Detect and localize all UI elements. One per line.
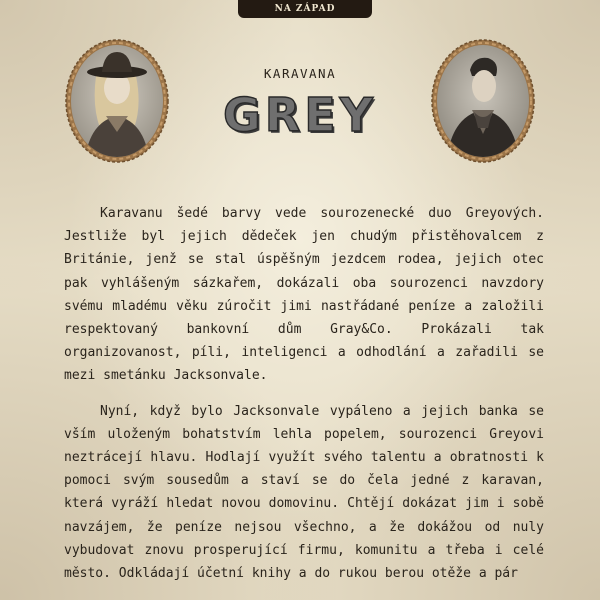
paragraph: Nyní, když bylo Jacksonvale vypáleno a jejich banka se vším uloženým bohatstvím lehla popelem, sourozenci Greyovi neztrácejí hlavu. Hodlají využít svého talentu a obratnosti k pomoci svým sousedům a staví se do čela jedné z karavan, která vyráží hledat novou domovinu. Chtějí dokázat jim i sobě navzájem, že peníze nejsou všechno, a že dokážou od nuly vybudovat znovu prosperující firmu, komunitu a třeba i celé město. Odkládají účetní knihy a do rukou berou otěže a pár xyxy=(64,403,544,582)
caravan-label: KARAVANA xyxy=(263,66,337,81)
logo-banner xyxy=(238,0,372,18)
paragraph: Karavanu šedé barvy vede sourozenecké duo Greyových. Jestliže byl jejich dědeček jen chudým přistěhovalcem z Británie, jenž se stal úspěšným jezdcem rodea, jejich otec pak vyhlášeným sázkařem, dokázali oba sourozenci navzdory svému mladému věku zúročit jimi nastřádané peníze a založili respektovaný bankovní dům Gray&Co. Prokázali tak organizovanost, píli, inteligenci a odhodlání a zařadili se mezi smetánku Jacksonvale. xyxy=(64,206,544,384)
logo-subtitle: NA ZÁPAD xyxy=(274,4,336,14)
story-text xyxy=(64,202,544,597)
caravan-name: GREY xyxy=(223,88,377,142)
